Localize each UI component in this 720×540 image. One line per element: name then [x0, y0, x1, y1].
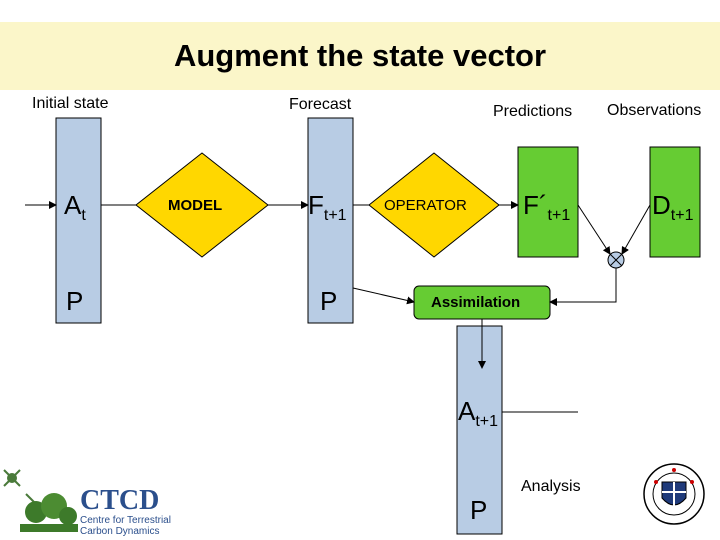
logo-line1: Centre for Terrestrial [80, 515, 171, 526]
observations-label: Observations [607, 102, 702, 119]
initial-state-label: Initial state [32, 95, 109, 112]
node-at-p: P [66, 286, 84, 316]
analysis-label: Analysis [521, 478, 581, 495]
assimilation-label: Assimilation [431, 294, 521, 311]
logo-line2: Carbon Dynamics [80, 526, 160, 537]
node-fprime: $F´_{t+1}$ [523, 190, 571, 224]
forecast-label: Forecast [289, 96, 352, 113]
node-ft1: $F_{t+1}$ [308, 190, 347, 224]
page-title: Augment the state vector [173, 38, 547, 73]
university-crest-icon [644, 464, 704, 524]
logo-name: CTCD [80, 485, 160, 516]
model-label: MODEL [168, 197, 223, 214]
prediction-to-compare-arrow [578, 205, 610, 254]
satellite-icon [4, 470, 36, 504]
node-at: $A_t$ [64, 190, 86, 224]
operator-label: OPERATOR [384, 197, 467, 214]
node-ft1-p: P [320, 286, 338, 316]
node-dt1: $D_{t+1}$ [652, 190, 694, 224]
compare-to-assimilation-arrow [550, 268, 616, 302]
predictions-label: Predictions [493, 103, 573, 120]
node-at1: $A_{t+1}$ [458, 396, 499, 430]
trees-icon [20, 493, 78, 532]
observation-to-compare-arrow [622, 205, 650, 254]
node-at1-p: P [470, 495, 488, 525]
ft1-to-assimilation-arrow [353, 288, 414, 302]
